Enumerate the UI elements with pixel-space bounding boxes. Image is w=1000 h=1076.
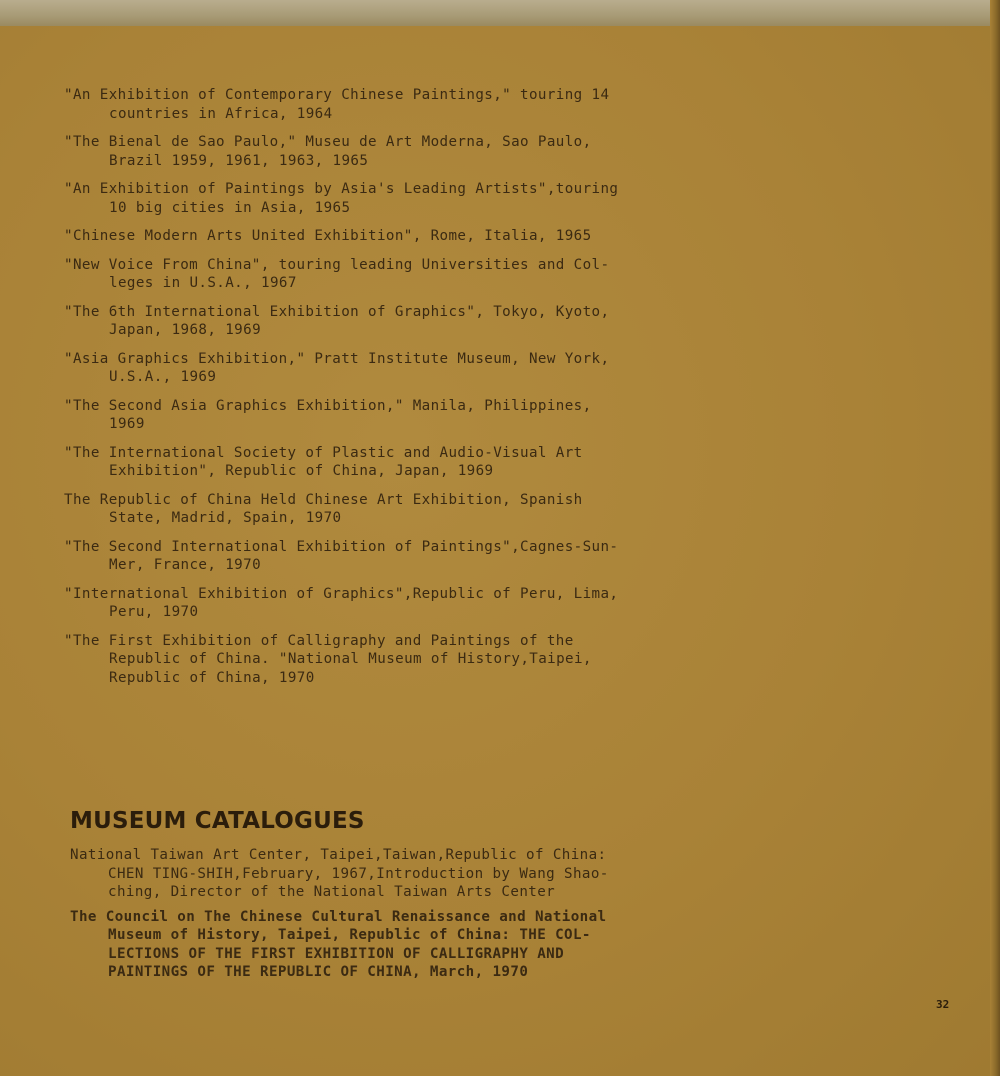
list-item: "The 6th International Exhibition of Graphics", Tokyo, Kyoto, Japan, 1968, 1969 [64, 303, 610, 338]
list-item: "International Exhibition of Graphics",Republic of Peru, Lima, Peru, 1970 [64, 585, 619, 620]
page-top-edge [0, 0, 1000, 26]
section-heading: MUSEUM CATALOGUES [70, 808, 365, 834]
page-number: 32 [936, 998, 950, 1011]
list-item: The Republic of China Held Chinese Art Exhibition, Spanish State, Madrid, Spain, 1970 [64, 491, 583, 526]
list-item: "An Exhibition of Contemporary Chinese Paintings," touring 14 countries in Africa, 1964 [64, 87, 610, 122]
list-item: "The Second Asia Graphics Exhibition," Manila, Philippines, 1969 [64, 397, 592, 432]
catalogue-list [70, 846, 630, 988]
list-item: National Taiwan Art Center, Taipei,Taiwan,Republic of China: CHEN TING-SHIH,February, 1967,Introduction by Wang Shao- ching, Director of the National Taiwan Arts Center [70, 847, 609, 900]
list-item: The Council on The Chinese Cultural Renaissance and National Museum of History, Taipei, Republic of China: THE COL- LECTIONS OF THE FIRST EXHIBITION OF CALLIGRAPHY AND PAINTINGS OF THE REPUBLIC OF CHINA, March, 1970 [70, 908, 607, 980]
page-right-edge [990, 0, 1000, 1076]
list-item: "New Voice From China", touring leading Universities and Col- leges in U.S.A., 1967 [64, 256, 610, 291]
exhibition-list [64, 86, 624, 697]
list-item: "An Exhibition of Paintings by Asia's Leading Artists",touring 10 big cities in Asia, 1965 [64, 181, 619, 216]
list-item: "The Second International Exhibition of Paintings",Cagnes-Sun- Mer, France, 1970 [64, 538, 619, 573]
list-item: "The International Society of Plastic and Audio-Visual Art Exhibition", Republic of China, Japan, 1969 [64, 444, 583, 479]
list-item: "Asia Graphics Exhibition," Pratt Institute Museum, New York, U.S.A., 1969 [64, 350, 610, 385]
list-item: "The First Exhibition of Calligraphy and Paintings of the Republic of China. "National Museum of History,Taipei, Republic of China, 1970 [64, 632, 592, 686]
list-item: "The Bienal de Sao Paulo," Museu de Art Moderna, Sao Paulo, Brazil 1959, 1961, 1963, 1965 [64, 134, 592, 169]
list-item: "Chinese Modern Arts United Exhibition", Rome, Italia, 1965 [64, 228, 592, 244]
